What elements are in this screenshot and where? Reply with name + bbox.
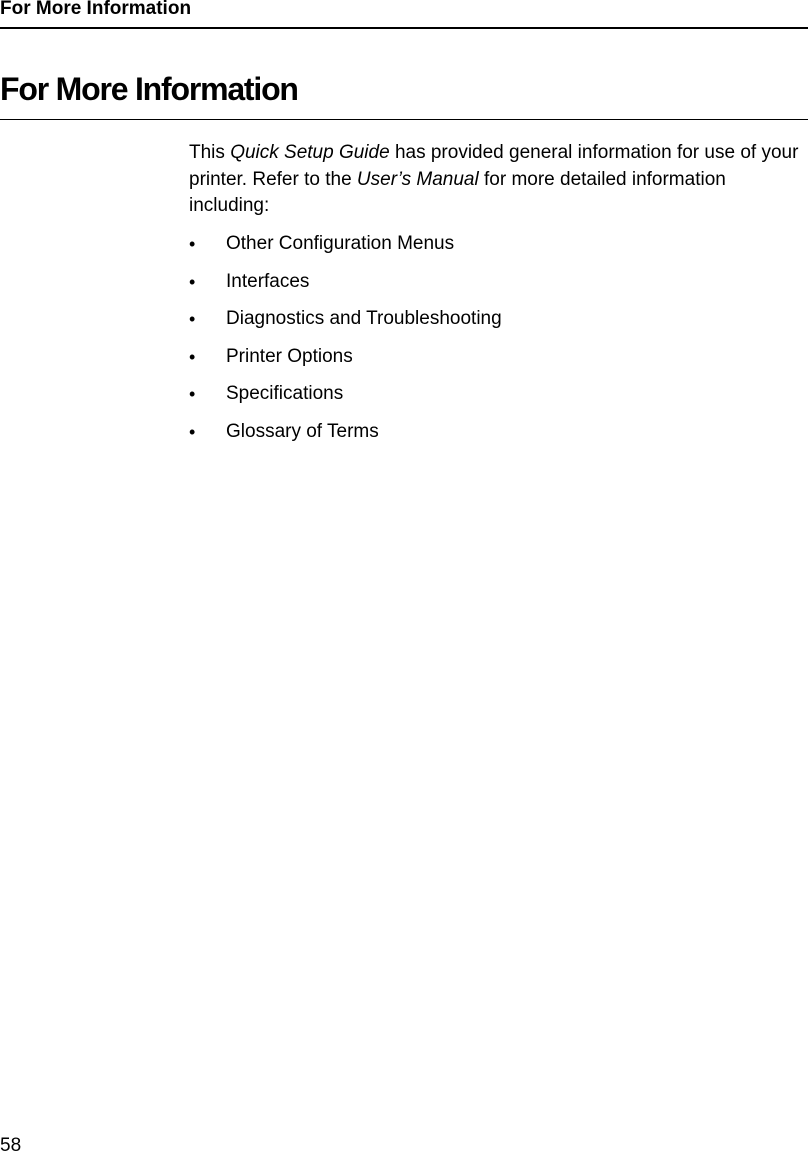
- bullet-icon: •: [189, 346, 196, 367]
- bullet-icon: •: [189, 421, 196, 442]
- list-item-label: Specifications: [226, 383, 344, 404]
- intro-text-part1: This: [189, 142, 231, 163]
- list-item-label: Glossary of Terms: [226, 420, 379, 442]
- title-rule: [0, 119, 808, 120]
- section-title: For More Information: [0, 71, 298, 107]
- bullet-icon: •: [189, 384, 196, 404]
- bullet-icon: •: [189, 234, 196, 254]
- bullet-icon: •: [189, 271, 196, 292]
- intro-text-part3: for more detailed information including:: [189, 168, 726, 216]
- intro-paragraph: [189, 140, 805, 220]
- intro-text-part2: has provided general information for use of your printer. Refer to the: [189, 142, 799, 190]
- list-item-label: Other Configuration Menus: [226, 233, 455, 254]
- quick-setup-guide-title: Quick Setup Guide: [230, 142, 390, 163]
- list-item-label: Printer Options: [226, 345, 353, 367]
- list-item-label: Diagnostics and Troubleshooting: [226, 308, 502, 329]
- list-item-label: Interfaces: [226, 270, 310, 292]
- bullet-icon: •: [189, 309, 196, 329]
- page-number: 58: [0, 1135, 22, 1156]
- header-rule: [0, 27, 808, 29]
- users-manual-title: User’s Manual: [356, 168, 479, 190]
- running-header: For More Information: [0, 0, 192, 19]
